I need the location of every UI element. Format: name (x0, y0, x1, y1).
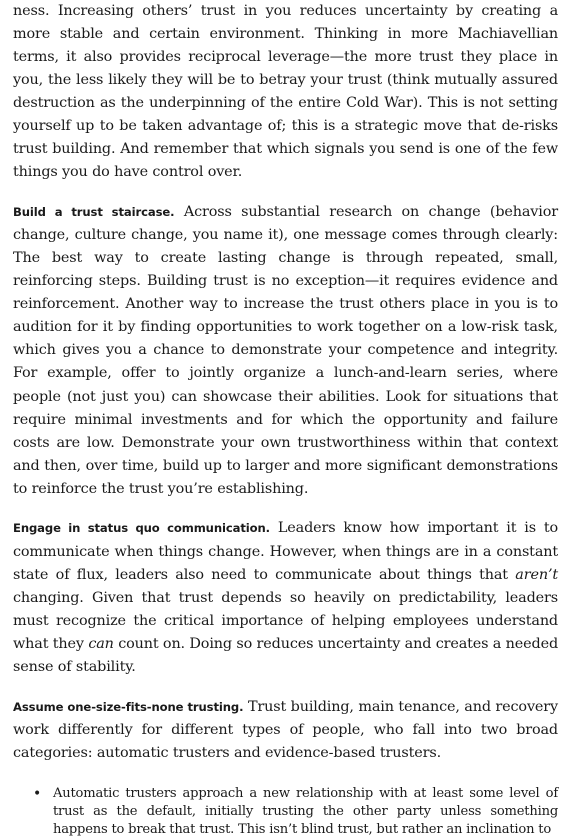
paragraph-text: count on. Doing so reduces uncertainty and creates a needed sense of stability. (13, 635, 559, 676)
bullet-item (13, 785, 558, 839)
emphasized-text: can (88, 635, 114, 652)
paragraph-run-in-heading: Assume one-size-fits-none trusting. (13, 699, 244, 714)
body-paragraph (13, 0, 558, 184)
paragraph-text: Trust building, main tenance, and recovery work differently for different types of people, who fall into two broad categories: automatic trusters and evidence-based trusters. (13, 698, 558, 761)
bullet-text: Automatic trusters approach a new relationship with at least some level of trust as the default, initially trusting the other party unless something happens to break that trust. This isn’t blind trust, but rather an inclination to (53, 785, 558, 838)
article-page (13, 0, 558, 839)
paragraph-run-in-heading: Engage in status quo communication. (13, 521, 270, 536)
paragraphs (13, 0, 558, 765)
paragraph-run-in-heading: Build a trust staircase. (13, 204, 175, 219)
body-paragraph (13, 201, 558, 501)
body-paragraph (13, 517, 558, 679)
body-paragraph (13, 696, 558, 765)
paragraph-text: Leaders know how important it is to communicate when things change. However, when things are in a constant state of flux, leaders also need to communicate about things that (13, 520, 558, 583)
paragraph-text: ness. Increasing others’ trust in you reduces uncertainty by creating a more stable and certain environment. Thinking in more Machiavellian terms, it also provides reciprocal leverage—the more trust they place in you, the less likely they will be to betray your trust (think mutually assured destruction as the underpinning of the entire Cold War). This is not setting yourself up to be taken advantage of; this is a strategic move that de-risks trust building. And remember that which signals you send is one of the few things you do have control over. (13, 2, 558, 181)
bullet-dot-icon: • (33, 785, 42, 802)
paragraph-text: Across substantial research on change (behavior change, culture change, you name it), one message comes through clearly: The best way to create lasting change is through repeated, small, reinforcing steps. Building trust is no exception—it requires evidence and reinforcement. Another way to increase the trust others place in you is to audition for it by finding opportunities to work together on a low-risk task, which gives you a chance to demonstrate your competence and integrity. For example, offer to jointly organize a lunch-and-learn series, where people (not just you) can showcase their abilities. Look for situations that require minimal investments and for which the opportunity and failure costs are low. Demonstrate your own trustworthiness within that context and then, over time, build up to larger and more significant demonstrations to reinforce the trust you’re establishing. (13, 203, 558, 497)
bullet-list (13, 785, 558, 839)
paragraph-text: changing. Given that trust depends so heavily on predictability, leaders must recognize the critical importance of helping employees understand what they (13, 589, 558, 652)
emphasized-text: aren’t (515, 566, 558, 583)
